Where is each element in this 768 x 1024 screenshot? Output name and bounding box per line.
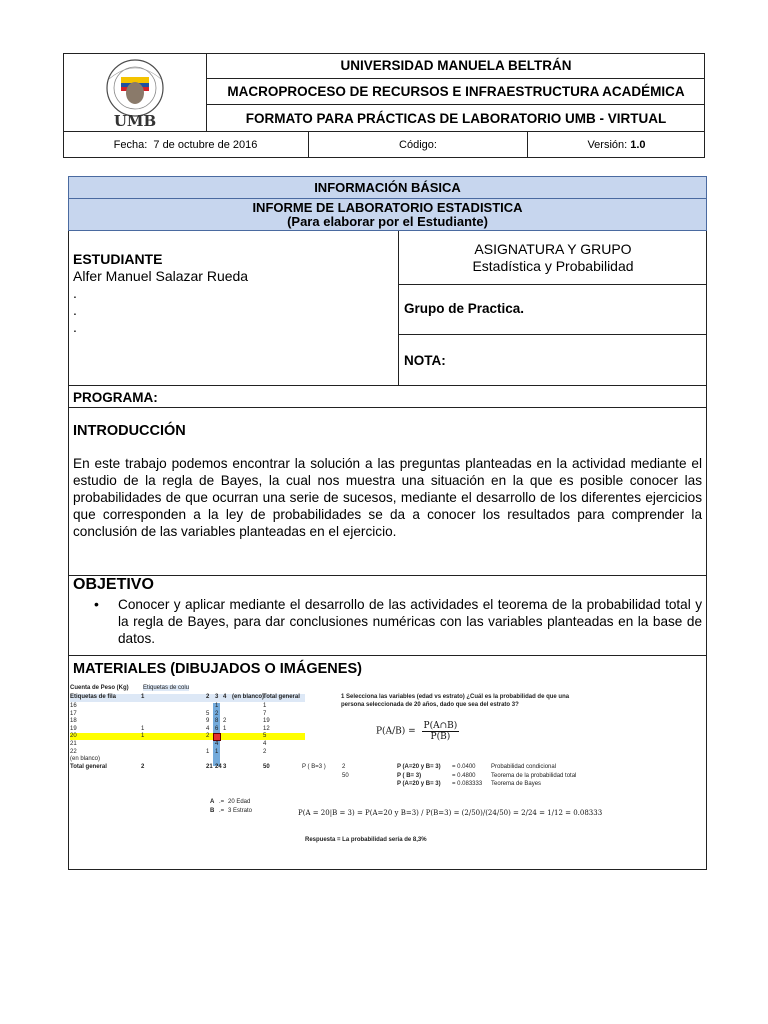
pivot-row-cell: Total general <box>70 763 107 770</box>
calc-cell: 50 <box>342 772 349 779</box>
calc-cell: = 0.0400 <box>452 764 476 770</box>
pivot-row-cell: 5 <box>263 733 267 740</box>
objective-heading: OBJETIVO <box>73 576 154 593</box>
version-field <box>528 131 705 158</box>
code-label: Código: <box>399 139 437 151</box>
report-title: INFORME DE LABORATORIO ESTADISTICA <box>252 200 523 215</box>
objective-section <box>68 576 707 656</box>
pivot-row-cell: 8 <box>215 718 219 725</box>
pivot-row-cell: 2 <box>215 710 219 717</box>
pivot-row-cell: (en blanco) <box>70 756 101 763</box>
version-value: 1.0 <box>630 139 646 151</box>
pivot-row-cell: 4 <box>263 741 267 747</box>
variable-cell: .= <box>219 799 225 805</box>
student-dot-1: . <box>73 285 77 301</box>
pivot-header-cell: 3 <box>215 694 219 700</box>
calc-cell: P (A=20 y B= 3) <box>397 764 441 770</box>
calc-cell: Teorema de Bayes <box>491 781 542 787</box>
report-title-band <box>68 199 707 231</box>
introduction-heading: INTRODUCCIÓN <box>73 423 186 439</box>
pivot-row-cell: 1 <box>141 725 145 732</box>
pivot-row-cell: 7 <box>263 710 267 717</box>
pivot-row-cell: 19 <box>70 725 77 732</box>
pivot-row-cell: 1 <box>141 733 145 740</box>
bayes-fraction <box>422 721 460 742</box>
pivot-row-cell: 18 <box>70 718 77 725</box>
grade-cell: NOTA: <box>404 353 446 368</box>
objective-bullet-item <box>73 596 702 647</box>
question-text: 1 Selecciona las variables (edad vs estrato) ¿Cuál es la probabilidad de que una persona seleccionada de 20 años, dado que sea del estrato 3? <box>341 694 570 708</box>
pivot-row-cell: 21 <box>206 763 213 770</box>
report-subtitle: (Para elaborar por el Estudiante) <box>287 214 488 229</box>
pivot-row-cell: 16 <box>70 703 77 709</box>
student-dot-3: . <box>73 319 77 335</box>
pivot-row-cell: 4 <box>206 725 210 732</box>
calc-cell: Probabilidad condicional <box>491 764 557 770</box>
calc-cell: 2 <box>342 764 346 770</box>
final-formula: P(A = 20|B = 3) = P(A=20 y B=3) / P(B=3) = (2/50)/(24/50) = 2/24 = 1/12 = 0.08333 <box>298 809 603 817</box>
pivot-row-cell: 1 <box>215 703 219 709</box>
bullet-icon: • <box>94 596 99 612</box>
introduction-text: En este trabajo podemos encontrar la solución a las preguntas planteadas en la actividad mediante el estudio de la regla de Bayes, la cual nos muestra una situación en la que es posible conocer las probabilidades de que ocurran una serie de sucesos, mediante el desarrollo de los diferentes ejercicios que corresponden a la ley de probabilidades se da a conocer los resultados para comprender la conclusión de las variables planteadas en el ejercicio. <box>73 456 702 539</box>
pivot-row-cell: 1 <box>206 748 210 755</box>
pivot-row-cell: 2 <box>206 733 210 740</box>
program-label: PROGRAMA: <box>68 385 707 408</box>
pivot-row-cell: 5 <box>206 710 210 717</box>
student-name: Alfer Manuel Salazar Rueda <box>73 268 249 284</box>
university-name: UNIVERSIDAD MANUELA BELTRÁN <box>207 53 705 79</box>
bayes-formula <box>376 721 459 742</box>
university-logo <box>63 53 207 131</box>
format-title: FORMATO PARA PRÁCTICAS DE LABORATORIO UMB - VIRTUAL <box>245 110 667 126</box>
pivot-row-cell: 1 <box>223 725 227 732</box>
calc-cell: = 0.4800 <box>452 772 476 779</box>
pivot-header-cell: Total general <box>263 694 300 700</box>
date-label: Fecha: <box>113 139 148 151</box>
date-field <box>63 131 309 158</box>
variable-cell: 3 Estrato <box>228 808 253 814</box>
logo-text: UMB <box>113 112 157 130</box>
student-label: ESTUDIANTE <box>73 251 163 267</box>
calc-cell: Teorema de la probabilidad total <box>491 772 577 779</box>
answer-text: Respuesta = La probabilidad sería de 8,3% <box>305 837 427 843</box>
materials-spreadsheet-image <box>70 683 603 851</box>
date-value: 7 de octubre de 2016 <box>153 139 258 151</box>
pivot-header-cell: 2 <box>206 694 210 700</box>
variables-table <box>210 799 290 821</box>
introduction-section <box>68 408 707 576</box>
subject-cell <box>399 231 707 285</box>
version-label: Versión: <box>587 139 628 151</box>
pivot-header-cell: 4 <box>223 694 227 700</box>
pivot-row-cell: 9 <box>206 718 210 725</box>
group-cell: Grupo de Practica. <box>399 285 707 335</box>
pivot-row-cell: 24 <box>215 763 222 770</box>
pivot-row-cell: 19 <box>263 718 270 725</box>
pivot-row-cell: 20 <box>70 733 77 740</box>
pivot-row-cell: 1 <box>215 748 219 755</box>
pivot-row-cell: 4 <box>215 741 219 747</box>
pivot-row-cell: 2 <box>263 748 267 755</box>
pivot-row-cell: 22 <box>70 748 77 755</box>
code-field <box>309 131 528 158</box>
pivot-row-cell: 1 <box>263 703 267 709</box>
pivot-row-cell: 2 <box>223 718 227 725</box>
bayes-numerator: P(A∩B) <box>423 721 458 731</box>
pivot-row-cell: 17 <box>70 710 77 717</box>
variable-cell: A <box>210 799 215 805</box>
student-cell <box>68 231 399 385</box>
pivot-row-cell: 3 <box>223 763 227 770</box>
pivot-row-cell: 50 <box>263 763 270 770</box>
calc-cell: P ( B=3 ) <box>302 764 326 770</box>
pivot-table <box>70 694 305 794</box>
pivot-row-cell: 2 <box>141 763 145 770</box>
pivot-row-cell: 21 <box>70 741 77 747</box>
calc-table <box>302 764 592 794</box>
pivot-header-cell: Etiquetas de fila <box>70 694 117 700</box>
basic-info-title: INFORMACIÓN BÁSICA <box>68 176 707 199</box>
variable-cell: 20 Edad <box>228 799 251 805</box>
calc-cell: = 0.083333 <box>452 781 483 787</box>
materials-heading: MATERIALES (DIBUJADOS O IMÁGENES) <box>73 661 362 677</box>
calc-cell: P ( B= 3) <box>397 772 422 779</box>
student-dot-2: . <box>73 302 77 318</box>
subject-label: ASIGNATURA Y GRUPO <box>474 241 632 257</box>
bayes-denominator: P(B) <box>430 732 451 742</box>
logo-cell <box>63 53 207 131</box>
pivot-header-1: Cuenta de Peso (Kg) <box>70 685 129 691</box>
pivot-header-cell: (en blanco) <box>232 694 265 700</box>
variable-cell: B <box>210 808 215 814</box>
pivot-row-highlight <box>70 733 305 740</box>
macroprocess-title: MACROPROCESO DE RECURSOS E INFRAESTRUCTURA ACADÉMICA <box>207 79 705 105</box>
pivot-row-cell: 12 <box>263 725 270 732</box>
pivot-row-cell: 6 <box>215 725 219 732</box>
pivot-header-cell: 1 <box>141 694 145 700</box>
calc-cell: P (A=20 y B= 3) <box>397 781 441 787</box>
subject-value: Estadística y Probabilidad <box>472 258 634 274</box>
pivot-header-2: Etiquetas de colu <box>143 685 190 691</box>
bayes-lhs: P(A/B) = <box>376 726 416 737</box>
objective-text: Conocer y aplicar mediante el desarrollo de las actividades el teorema de la probabilidad total y la regla de Bayes, para dar conclusiones numéricas con las variables planteadas en la base de datos. <box>118 597 702 646</box>
variable-cell: .= <box>219 808 225 814</box>
